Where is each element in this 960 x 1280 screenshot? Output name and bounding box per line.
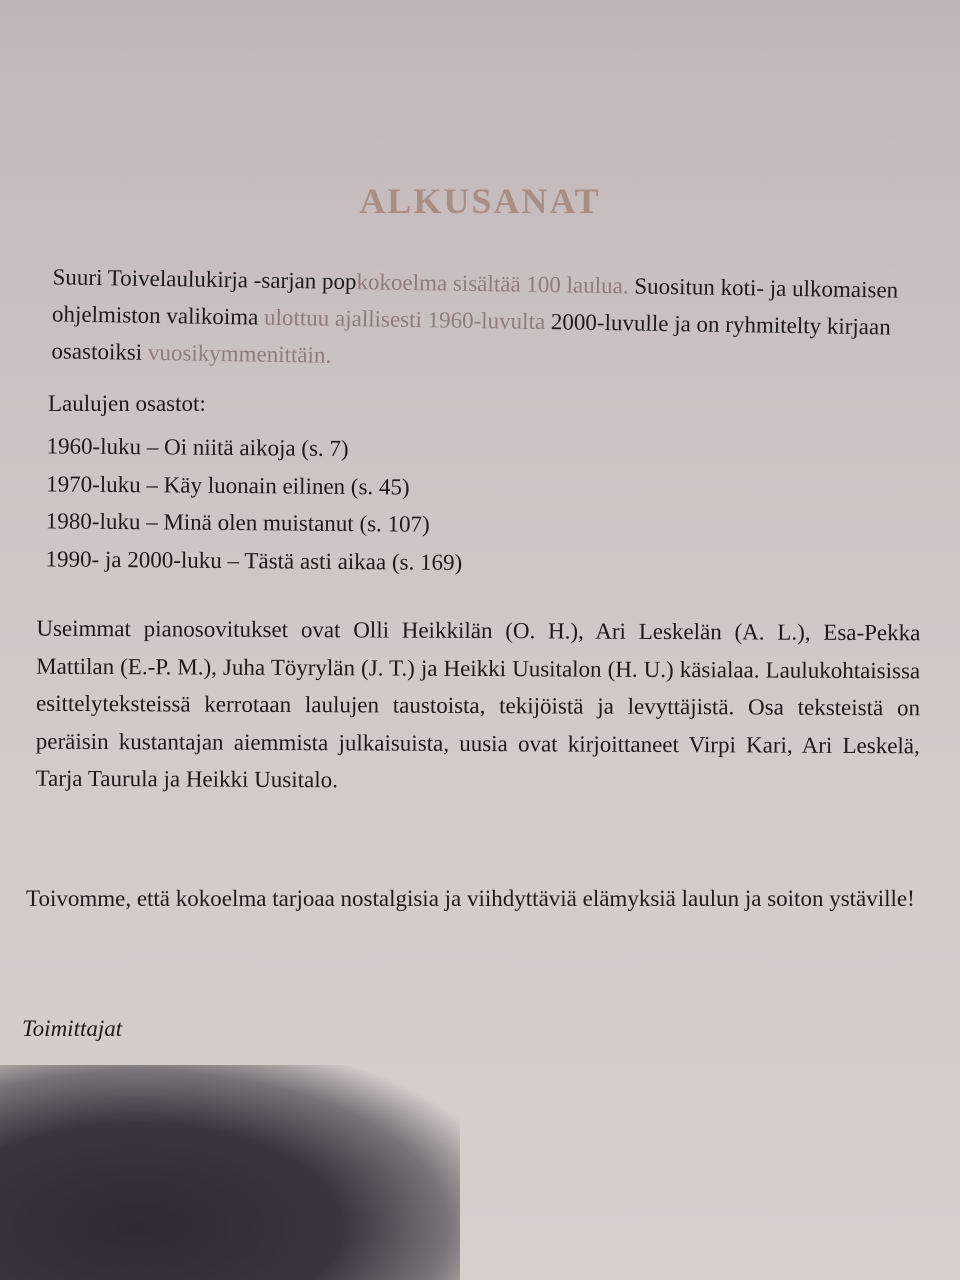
page-title: ALKUSANAT <box>359 181 601 221</box>
hand-shadow <box>0 1065 460 1280</box>
sections-list <box>45 427 646 582</box>
closing-paragraph: Toivomme, että kokoelma tarjoaa nostalgisia ja viihdyttäviä elämyksiä laulun ja soiton ystäville! <box>26 886 915 911</box>
intro-text: 2000-luvulle ja on ryhmitelty kirjaan osastoiksi <box>51 309 891 365</box>
intro-text-faded: ulottuu ajallisesti 1960-luvulta <box>263 304 546 335</box>
section-item: 1970-luku – Käy luonain eilinen (s. 45) <box>46 470 410 500</box>
intro-text: Suositun koti- ja ulkomaisen ohjelmiston valikoima <box>51 273 899 330</box>
signature: Toimittajat <box>22 1016 123 1041</box>
section-item: 1980-luku – Minä olen muistanut (s. 107) <box>45 508 430 537</box>
intro-paragraph <box>51 258 903 382</box>
credits-paragraph: Useimmat pianosovitukset ovat Olli Heikkilän (O. H.), Ari Leskelän (A. L.), Esa-Pekka Mattilan (E.-P. M.), Juha Töyrylän (J. T.) ja Heikki Uusitalon (H. U.) käsialaa. Laulukohtaisissa esittelyteksteissä kerrotaan laulujen taustoista, tekijöistä ja levyttäjistä. Osa teksteistä on peräisin kustantajan aiemmista julkaisuista, uusia ovat kirjoittaneet Virpi Kari, Ari Leskelä, Tarja Taurula ja Heikki Uusitalo. <box>35 615 921 793</box>
section-item: 1960-luku – Oi niitä aikoja (s. 7) <box>46 433 349 462</box>
intro-text: Suuri Toivelaulukirja -sarjan pop <box>52 264 357 295</box>
sections-label: Laulujen osastot: <box>48 391 206 416</box>
intro-text-faded: kokoelma sisältää 100 laulua. <box>356 269 629 299</box>
section-item: 1990- ja 2000-luku – Tästä asti aikaa (s. 169) <box>45 545 463 575</box>
intro-text-faded: vuosikymmenittäin. <box>147 339 332 368</box>
